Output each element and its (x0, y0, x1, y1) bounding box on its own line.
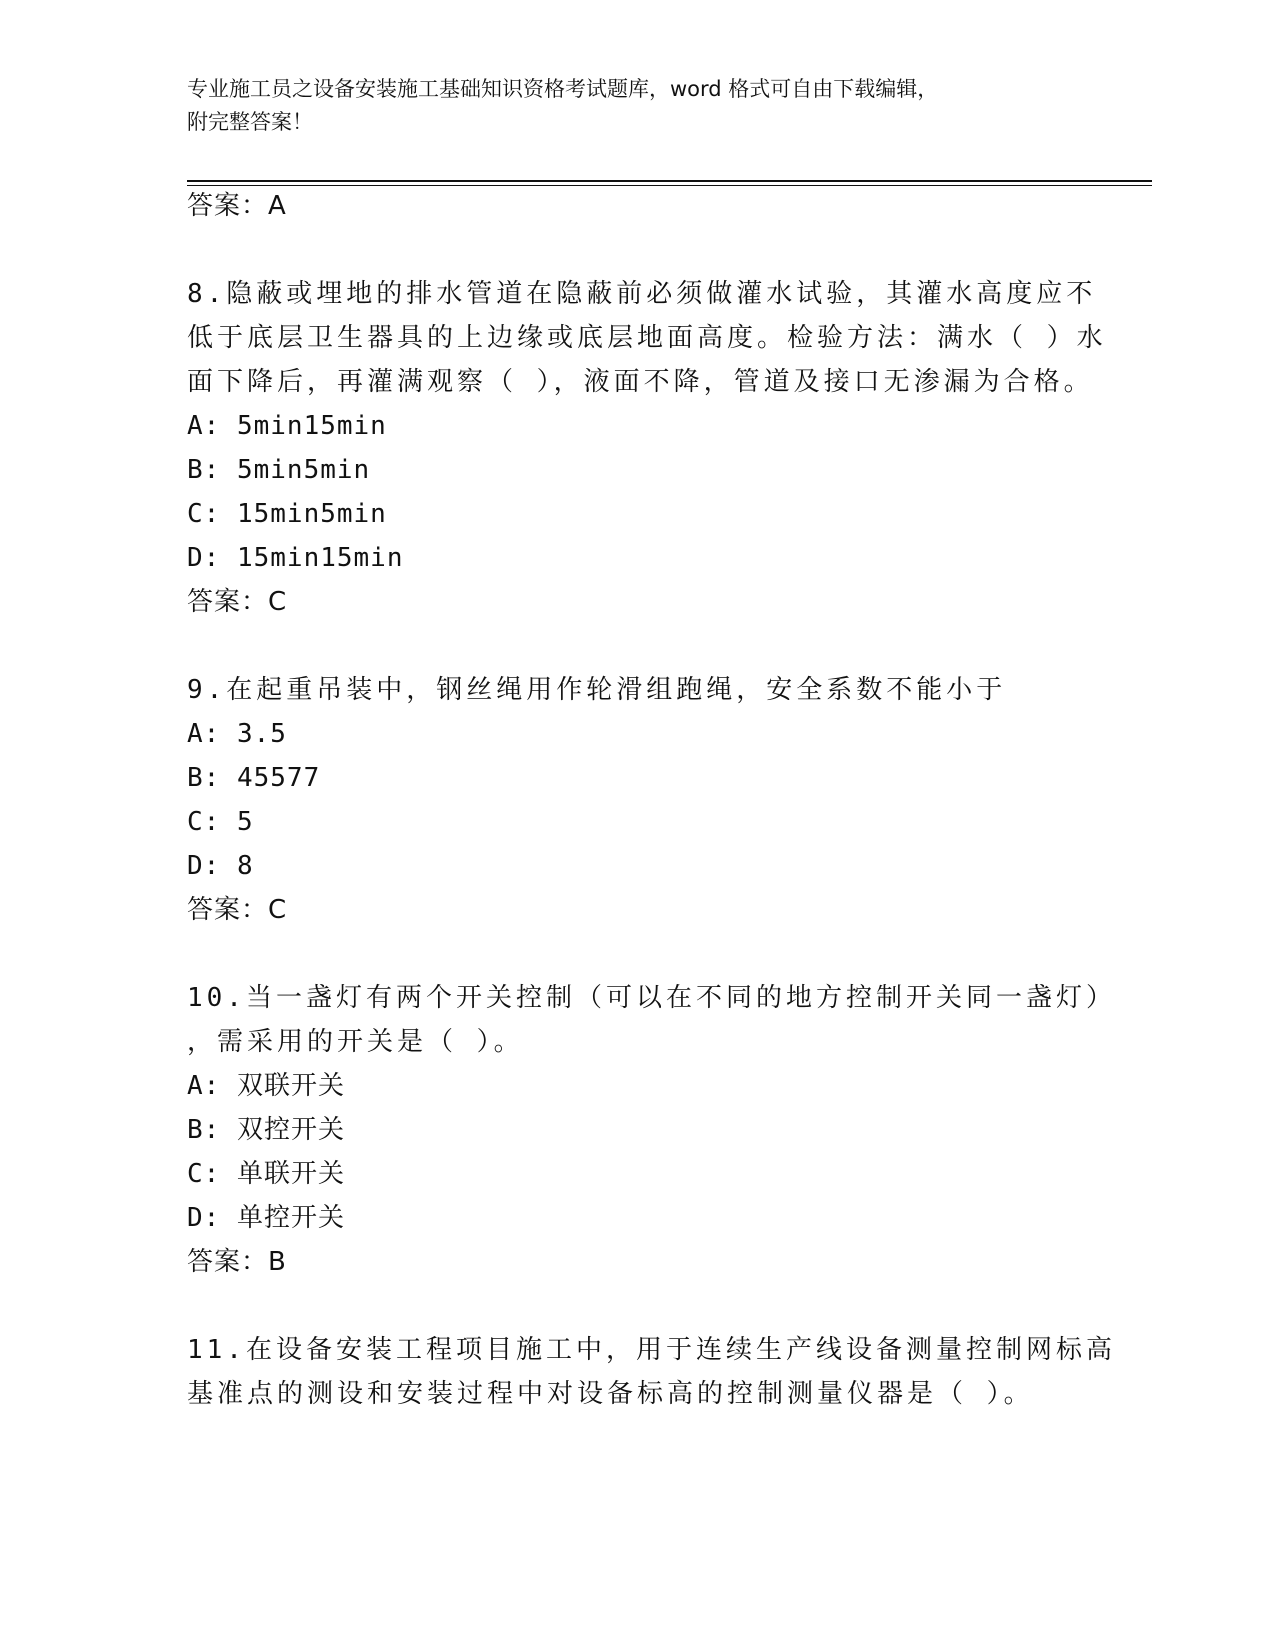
q8-option-a: A: 5min15min (187, 411, 387, 441)
q11-text-line-1: 11.在设备安装工程项目施工中，用于连续生产线设备测量控制网标高 (187, 1335, 1116, 1365)
q9-text-line-1: 9.在起重吊装中，钢丝绳用作轮滑组跑绳，安全系数不能小于 (187, 675, 1007, 705)
q10-answer: 答案：B (187, 1247, 287, 1277)
q8-answer: 答案：C (187, 587, 288, 617)
q10-text-line-1: 10.当一盏灯有两个开关控制（可以在不同的地方控制开关同一盏灯） (187, 983, 1116, 1013)
q8-option-d: D: 15min15min (187, 543, 404, 573)
q9-option-b: B: 45577 (187, 763, 321, 793)
q9-answer: 答案：C (187, 895, 288, 925)
q11-text-line-2: 基准点的测设和安装过程中对设备标高的控制测量仪器是（ ）。 (187, 1379, 1034, 1409)
header-divider-thin (187, 185, 1152, 186)
q9-option-d: D: 8 (187, 851, 254, 881)
answer-prev: 答案：A (187, 191, 287, 221)
q8-option-c: C: 15min5min (187, 499, 387, 529)
page-header (187, 73, 1067, 139)
q9-option-c: C: 5 (187, 807, 254, 837)
header-divider-thick (187, 180, 1152, 182)
q10-option-d: D: 单控开关 (187, 1203, 345, 1233)
q9-option-a: A: 3.5 (187, 719, 287, 749)
q10-option-c: C: 单联开关 (187, 1159, 345, 1189)
q10-option-a: A: 双联开关 (187, 1071, 345, 1101)
q8-text-line-3: 面下降后，再灌满观察（ ），液面不降，管道及接口无渗漏为合格。 (187, 367, 1094, 397)
q10-option-b: B: 双控开关 (187, 1115, 345, 1145)
q8-option-b: B: 5min5min (187, 455, 371, 485)
header-line-2: 附完整答案！ (187, 110, 313, 134)
header-line-1: 专业施工员之设备安装施工基础知识资格考试题库，word 格式可自由下载编辑， (187, 77, 939, 101)
q8-text-line-2: 低于底层卫生器具的上边缘或底层地面高度。检验方法：满水（ ）水 (187, 323, 1107, 353)
q10-text-line-2: ，需采用的开关是（ ）。 (187, 1027, 524, 1057)
q8-text-line-1: 8.隐蔽或埋地的排水管道在隐蔽前必须做灌水试验，其灌水高度应不 (187, 279, 1097, 309)
